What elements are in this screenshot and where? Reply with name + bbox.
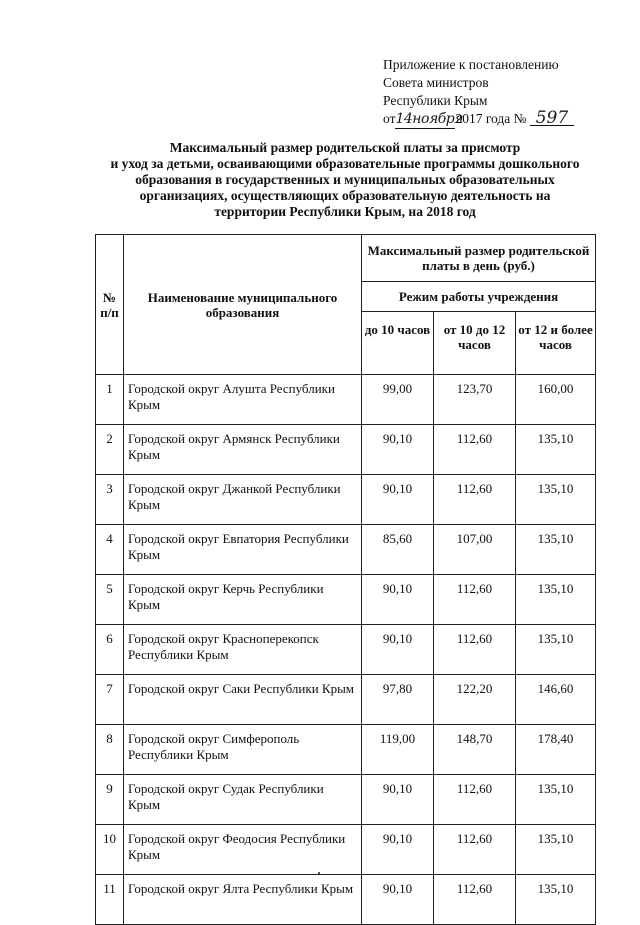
row-number: 6 xyxy=(96,625,124,675)
municipality-name: Городской округ Симферополь Республики Крым xyxy=(124,725,362,775)
fees-table xyxy=(95,234,596,925)
row-number: 10 xyxy=(96,825,124,875)
fee-12-plus: 178,40 xyxy=(516,725,596,775)
table-row xyxy=(96,825,596,875)
fee-up-to-10: 90,10 xyxy=(362,475,434,525)
municipality-name: Городской округ Керчь Республики Крым xyxy=(124,575,362,625)
handwritten-number: 597 xyxy=(530,111,574,126)
table-row xyxy=(96,875,596,925)
row-number: 11 xyxy=(96,875,124,925)
table-row xyxy=(96,775,596,825)
fee-10-to-12: 112,60 xyxy=(434,625,516,675)
fee-up-to-10: 90,10 xyxy=(362,425,434,475)
fee-up-to-10: 90,10 xyxy=(362,825,434,875)
appendix-note xyxy=(383,56,574,129)
fee-10-to-12: 148,70 xyxy=(434,725,516,775)
title-line-4: организациях, осуществляющих образовательную деятельность на xyxy=(139,188,551,203)
header-10-to-12 xyxy=(434,312,516,375)
row-number: 9 xyxy=(96,775,124,825)
fee-10-to-12: 112,60 xyxy=(434,775,516,825)
header-12-plus-label: от 12 и более часов xyxy=(518,322,593,352)
municipality-name: Городской округ Красноперекопск Республики Крым xyxy=(124,625,362,675)
title-line-2: и уход за детьми, осваивающими образовательные программы дошкольного xyxy=(110,156,580,171)
header-work-mode: Режим работы учреждения xyxy=(362,282,596,312)
row-number: 3 xyxy=(96,475,124,525)
handwritten-date: 14ноября xyxy=(395,111,463,127)
fee-up-to-10: 90,10 xyxy=(362,625,434,675)
fee-12-plus: 135,10 xyxy=(516,625,596,675)
fee-12-plus: 135,10 xyxy=(516,825,596,875)
fee-up-to-10: 90,10 xyxy=(362,875,434,925)
row-number: 1 xyxy=(96,375,124,425)
document-title xyxy=(90,140,600,220)
header-no: № п/п xyxy=(96,235,124,375)
appendix-line-1: Приложение к постановлению xyxy=(383,57,559,72)
fee-up-to-10: 90,10 xyxy=(362,575,434,625)
municipality-name: Городской округ Саки Республики Крым xyxy=(124,675,362,725)
title-line-5: территории Республики Крым, на 2018 год xyxy=(214,204,476,219)
title-line-1: Максимальный размер родительской платы за присмотр xyxy=(169,140,521,155)
header-up-to-10 xyxy=(362,312,434,375)
appendix-line-3: Республики Крым xyxy=(383,93,488,108)
page-speck xyxy=(318,872,320,874)
municipality-name: Городской округ Джанкой Республики Крым xyxy=(124,475,362,525)
fee-rows xyxy=(96,375,596,925)
municipality-name: Городской округ Ялта Республики Крым xyxy=(124,875,362,925)
table-row xyxy=(96,475,596,525)
fee-10-to-12: 112,60 xyxy=(434,475,516,525)
appendix-date-line xyxy=(383,110,574,129)
fee-12-plus: 135,10 xyxy=(516,525,596,575)
fee-12-plus: 135,10 xyxy=(516,425,596,475)
appendix-line-2: Совета министров xyxy=(383,75,489,90)
municipality-name: Городской округ Судак Республики Крым xyxy=(124,775,362,825)
fee-10-to-12: 112,60 xyxy=(434,875,516,925)
fee-12-plus: 160,00 xyxy=(516,375,596,425)
table-row xyxy=(96,425,596,475)
municipality-name: Городской округ Евпатория Республики Крым xyxy=(124,525,362,575)
table-row xyxy=(96,675,596,725)
header-12-plus xyxy=(516,312,596,375)
header-up-to-10-label: до 10 часов xyxy=(364,322,431,337)
fee-10-to-12: 107,00 xyxy=(434,525,516,575)
fee-up-to-10: 85,60 xyxy=(362,525,434,575)
fee-10-to-12: 122,20 xyxy=(434,675,516,725)
fee-12-plus: 135,10 xyxy=(516,775,596,825)
fee-up-to-10: 90,10 xyxy=(362,775,434,825)
table-row xyxy=(96,625,596,675)
row-number: 8 xyxy=(96,725,124,775)
row-number: 2 xyxy=(96,425,124,475)
fee-10-to-12: 112,60 xyxy=(434,575,516,625)
fee-10-to-12: 123,70 xyxy=(434,375,516,425)
header-name: Наименование муниципального образования xyxy=(124,235,362,375)
table-row xyxy=(96,725,596,775)
municipality-name: Городской округ Армянск Республики Крым xyxy=(124,425,362,475)
municipality-name: Городской округ Алушта Республики Крым xyxy=(124,375,362,425)
fee-12-plus: 135,10 xyxy=(516,475,596,525)
date-mid: 2017 года № xyxy=(455,111,527,126)
header-max-fee: Максимальный размер родительской платы в день (руб.) xyxy=(362,235,596,282)
row-number: 4 xyxy=(96,525,124,575)
municipality-name: Городской округ Феодосия Республики Крым xyxy=(124,825,362,875)
fee-up-to-10: 97,80 xyxy=(362,675,434,725)
table-row xyxy=(96,375,596,425)
fee-up-to-10: 119,00 xyxy=(362,725,434,775)
fee-12-plus: 146,60 xyxy=(516,675,596,725)
table-row xyxy=(96,525,596,575)
title-line-3: образования в государственных и муниципальных образовательных xyxy=(135,172,555,187)
fee-up-to-10: 99,00 xyxy=(362,375,434,425)
fee-10-to-12: 112,60 xyxy=(434,825,516,875)
fee-12-plus: 135,10 xyxy=(516,875,596,925)
table-row xyxy=(96,575,596,625)
fee-10-to-12: 112,60 xyxy=(434,425,516,475)
row-number: 5 xyxy=(96,575,124,625)
fee-12-plus: 135,10 xyxy=(516,575,596,625)
header-10-to-12-label: от 10 до 12 часов xyxy=(443,322,506,352)
date-prefix: от xyxy=(383,111,396,126)
row-number: 7 xyxy=(96,675,124,725)
